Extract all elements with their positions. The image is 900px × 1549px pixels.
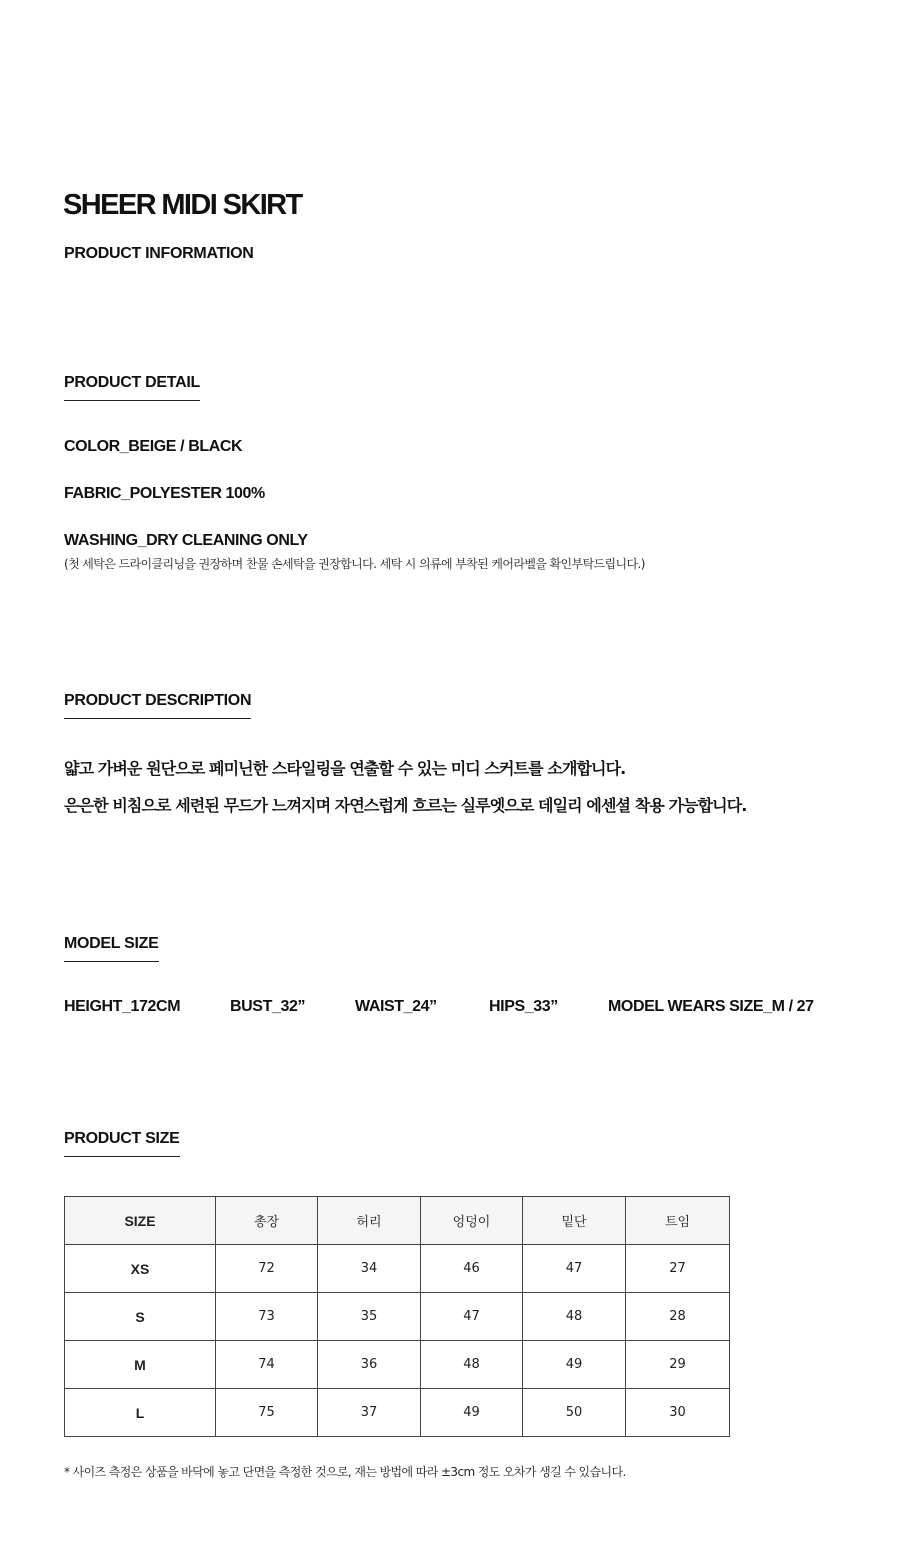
hem-cell: 49 <box>523 1341 626 1389</box>
waist-cell: 37 <box>318 1389 421 1437</box>
model-size-heading: MODEL SIZE <box>64 935 159 962</box>
hip-cell: 48 <box>421 1341 523 1389</box>
table-row <box>65 1245 730 1293</box>
description-line-2: 은은한 비침으로 세련된 무드가 느껴지며 자연스럽게 흐르는 실루엣으로 데일리 에센셜 착용 가능합니다. <box>64 796 747 815</box>
hip-cell: 49 <box>421 1389 523 1437</box>
waist-cell: 35 <box>318 1293 421 1341</box>
hip-header: 엉덩이 <box>421 1197 523 1245</box>
slit-cell: 28 <box>626 1293 730 1341</box>
slit-cell: 29 <box>626 1341 730 1389</box>
size-cell: XS <box>65 1245 216 1293</box>
hem-cell: 47 <box>523 1245 626 1293</box>
product-size-heading: PRODUCT SIZE <box>64 1130 180 1157</box>
hem-cell: 48 <box>523 1293 626 1341</box>
model-hips: HIPS_33” <box>489 998 558 1015</box>
total-length-cell: 75 <box>216 1389 318 1437</box>
slit-header: 트임 <box>626 1197 730 1245</box>
size-cell: M <box>65 1341 216 1389</box>
model-wears-size: MODEL WEARS SIZE_M / 27 <box>608 998 814 1015</box>
waist-header: 허리 <box>318 1197 421 1245</box>
hem-header: 밑단 <box>523 1197 626 1245</box>
size-cell: L <box>65 1389 216 1437</box>
product-detail-heading: PRODUCT DETAIL <box>64 374 200 401</box>
product-description-heading: PRODUCT DESCRIPTION <box>64 692 251 719</box>
total-length-cell: 73 <box>216 1293 318 1341</box>
model-waist: WAIST_24” <box>355 998 437 1015</box>
model-bust: BUST_32” <box>230 998 306 1015</box>
washing-info: WASHING_DRY CLEANING ONLY <box>64 532 308 549</box>
table-row <box>65 1389 730 1437</box>
total-length-cell: 72 <box>216 1245 318 1293</box>
size-table <box>64 1196 730 1437</box>
description-line-1: 얇고 가벼운 원단으로 페미닌한 스타일링을 연출할 수 있는 미디 스커트를 소개합니다. <box>64 759 626 778</box>
total-length-cell: 74 <box>216 1341 318 1389</box>
washing-note: (첫 세탁은 드라이클리닝을 권장하며 찬물 손세탁을 권장합니다. 세탁 시 의류에 부착된 케어라벨을 확인부탁드립니다.) <box>64 557 645 571</box>
model-height: HEIGHT_172CM <box>64 998 181 1015</box>
hem-cell: 50 <box>523 1389 626 1437</box>
size-header: SIZE <box>65 1197 216 1245</box>
waist-cell: 34 <box>318 1245 421 1293</box>
table-row <box>65 1293 730 1341</box>
hip-cell: 46 <box>421 1245 523 1293</box>
size-footnote: * 사이즈 측정은 상품을 바닥에 놓고 단면을 측정한 것으로, 재는 방법에 따라 ±3cm 정도 오차가 생길 수 있습니다. <box>64 1465 626 1479</box>
table-row <box>65 1341 730 1389</box>
color-info: COLOR_BEIGE / BLACK <box>64 438 243 455</box>
slit-cell: 30 <box>626 1389 730 1437</box>
size-cell: S <box>65 1293 216 1341</box>
total-length-header: 총장 <box>216 1197 318 1245</box>
waist-cell: 36 <box>318 1341 421 1389</box>
hip-cell: 47 <box>421 1293 523 1341</box>
fabric-info: FABRIC_POLYESTER 100% <box>64 485 265 502</box>
product-title: SHEER MIDI SKIRT <box>63 189 302 221</box>
slit-cell: 27 <box>626 1245 730 1293</box>
size-table-header-row <box>65 1197 730 1245</box>
product-information-label: PRODUCT INFORMATION <box>64 245 254 262</box>
